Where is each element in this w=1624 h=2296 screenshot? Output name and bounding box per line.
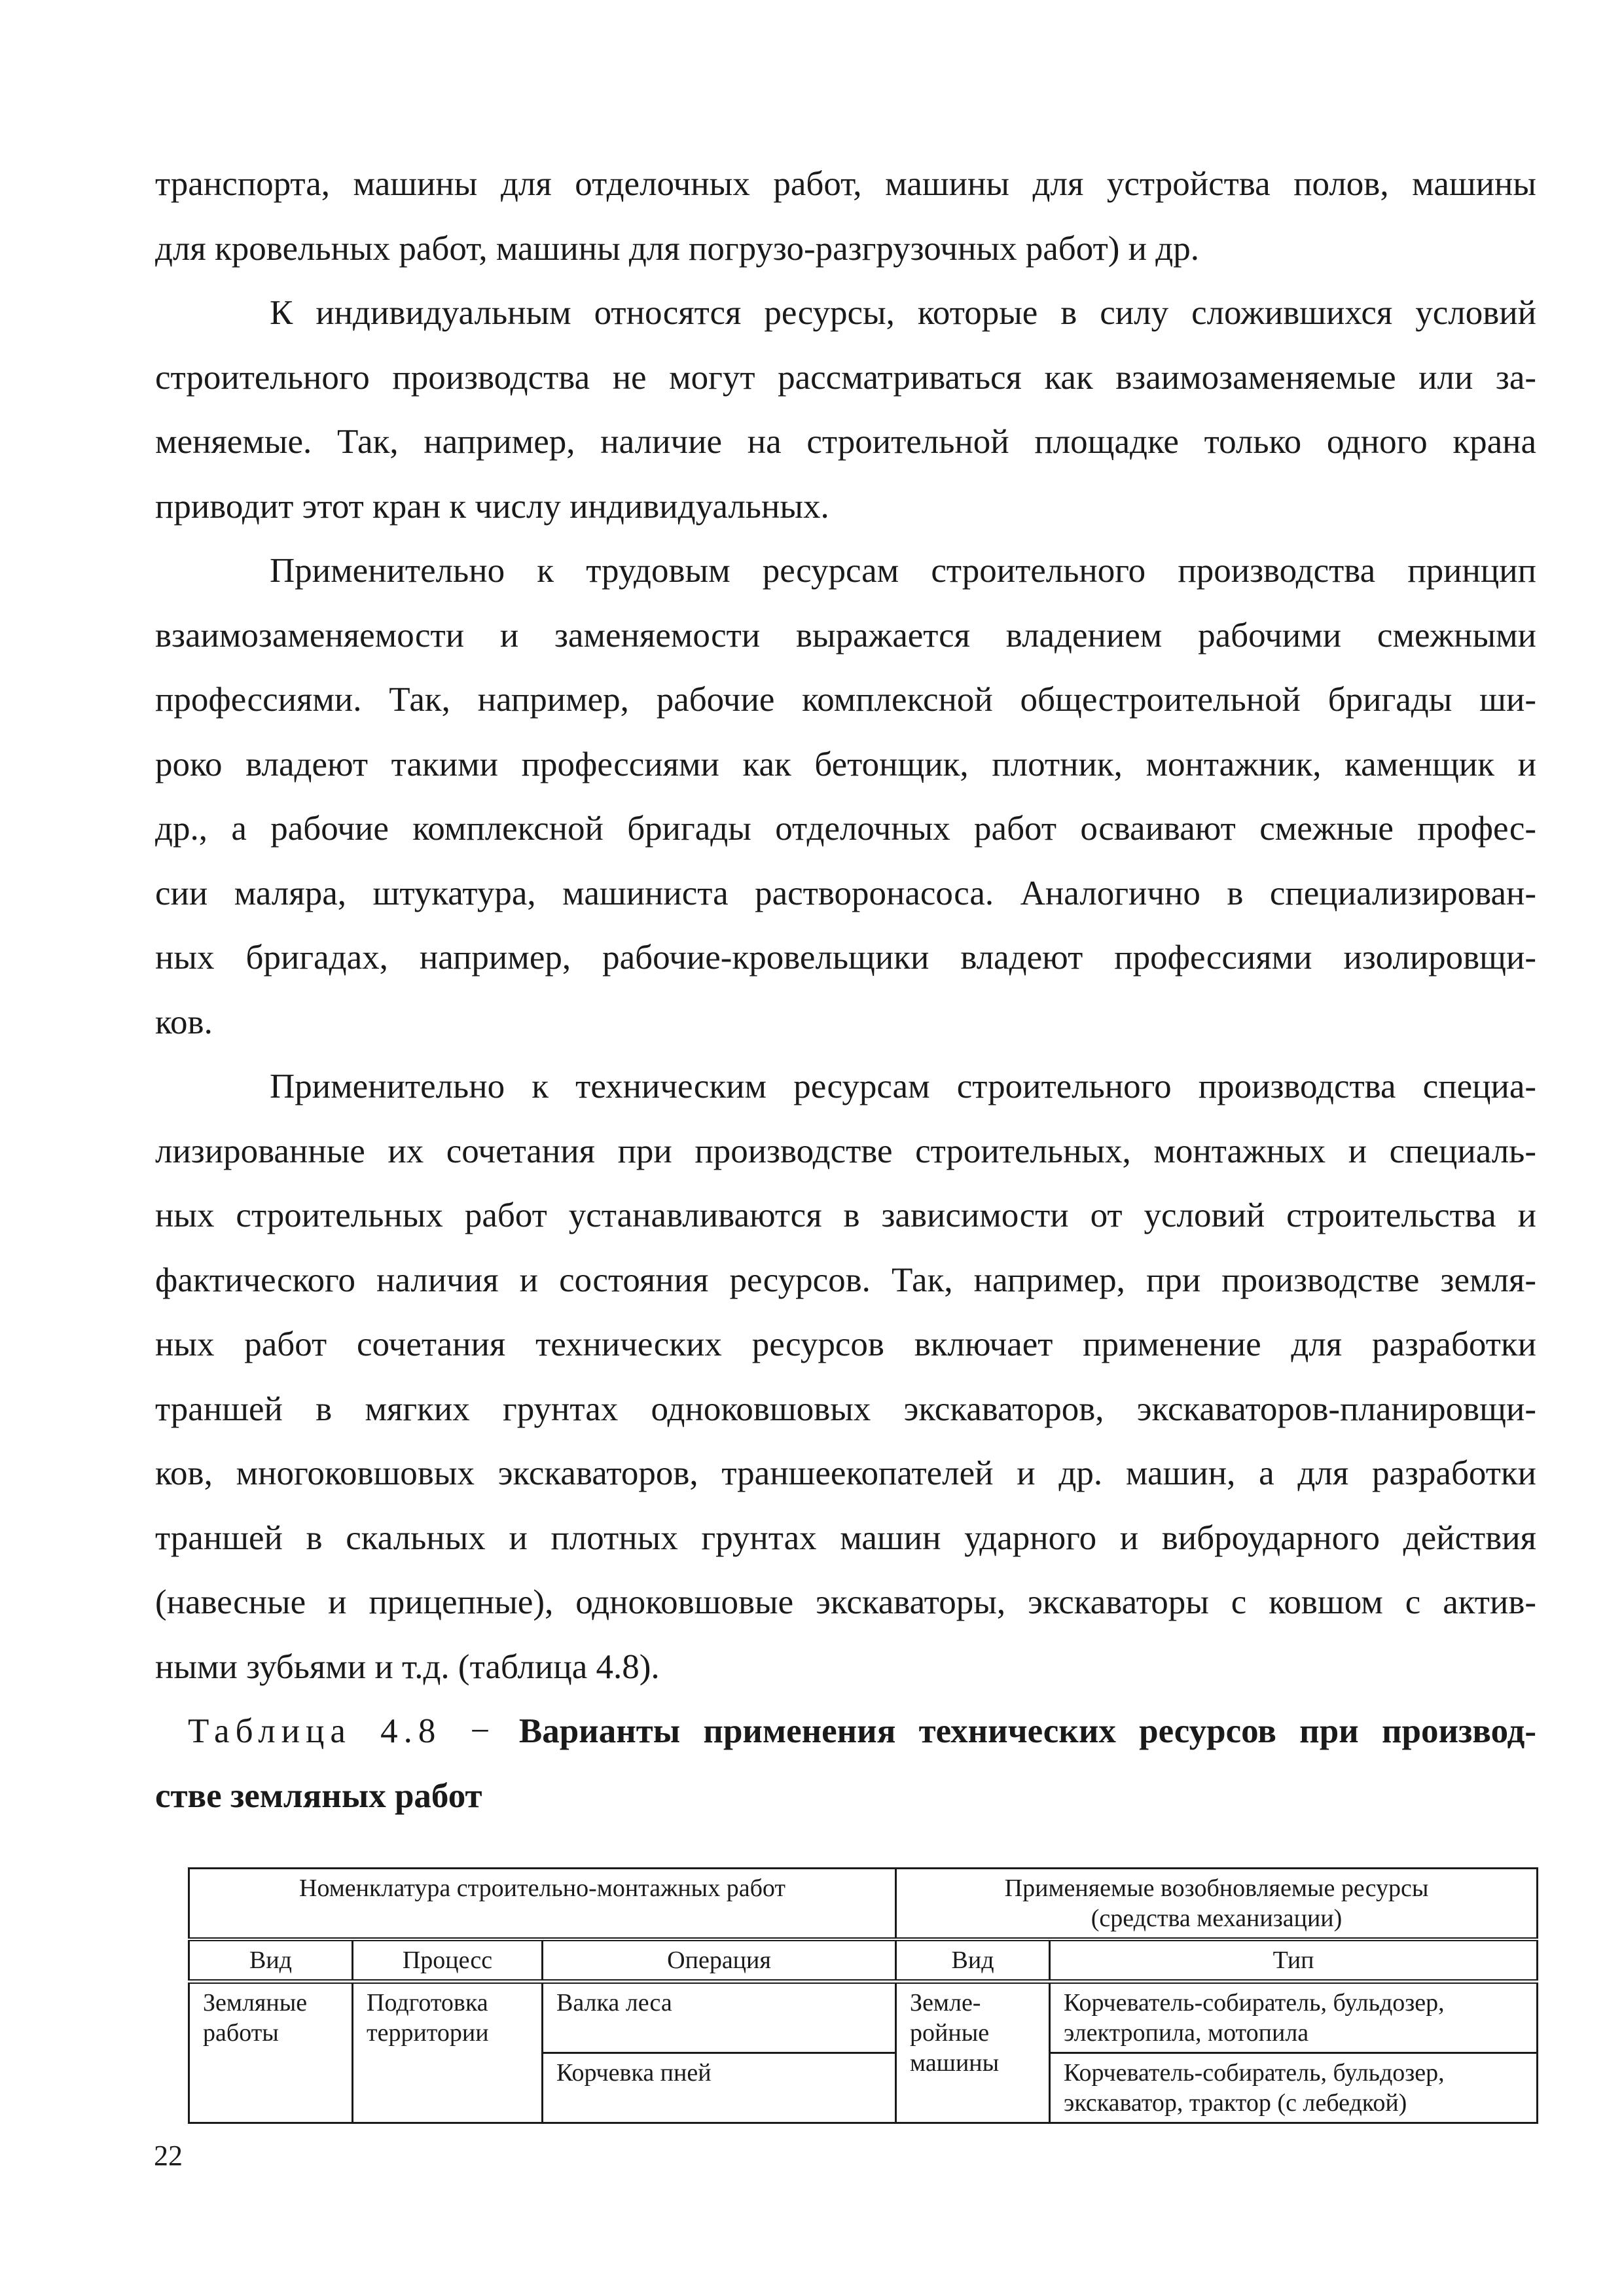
group-header-works: Номенклатура строительно-монтажных работ <box>189 1869 896 1940</box>
text-line: транспорта, машины для отделочных работ, машины для устройства полов, машины <box>155 165 1536 203</box>
group-header-resources <box>896 1869 1538 1940</box>
cell-machine-kind: Земле-ройные машины <box>896 1982 1050 2123</box>
text-line: приводит этот кран к числу индивидуальных. <box>155 487 829 526</box>
text-line: лизированные их сочетания при производстве строительных, монтажных и специаль- <box>155 1132 1536 1170</box>
cell-operation: Валка леса <box>543 1982 896 2053</box>
page-number: 22 <box>154 2140 183 2172</box>
table-group-header-row <box>189 1869 1538 1940</box>
table-caption-label: Таблица 4.8 − <box>188 1712 496 1750</box>
text-line: роко владеют такими профессиями как бетонщик, плотник, монтажник, каменщик и <box>155 745 1536 783</box>
text-line: траншей в мягких грунтах одноковшовых экскаваторов, экскаваторов-планировщи- <box>155 1390 1536 1428</box>
text-line: др., а рабочие комплексной бригады отделочных работ осваивают смежные профес- <box>155 810 1536 848</box>
resources-table <box>188 1867 1538 2124</box>
text-line: (навесные и прицепные), одноковшовые экскаваторы, экскаваторы с ковшом с актив- <box>155 1583 1536 1621</box>
cell-process: Подготовка территории <box>353 1982 543 2123</box>
cell-type: Корчеватель-собиратель, бульдозер, экскаватор, трактор (с лебедкой) <box>1050 2053 1538 2123</box>
text-line: ков, многоковшовых экскаваторов, траншеекопателей и др. машин, а для разработки <box>155 1454 1536 1492</box>
text-line: строительного производства не могут рассматриваться как взаимозаменяемые или за- <box>155 358 1536 397</box>
text-line: меняемые. Так, например, наличие на строительной площадке только одного крана <box>155 423 1536 461</box>
group-header-resources-line1: Применяемые возобновляемые ресурсы <box>1004 1874 1429 1902</box>
table-caption <box>155 1699 1536 1764</box>
cell-type: Корчеватель-собиратель, бульдозер, электропила, мотопила <box>1050 1982 1538 2053</box>
text-line: для кровельных работ, машины для погрузо-разгрузочных работ) и др. <box>155 229 1199 268</box>
group-header-resources-line2: (средства механизации) <box>1091 1905 1343 1932</box>
text-line: ков. <box>155 1003 213 1041</box>
paragraph-start: Применительно к трудовым ресурсам строительного производства принцип <box>270 552 1536 590</box>
text-line: сии маляра, штукатура, машиниста растворонасоса. Аналогично в специализирован- <box>155 874 1536 912</box>
text-line: ных работ сочетания технических ресурсов включает применение для разработки <box>155 1325 1536 1363</box>
table-column-header-row <box>189 1939 1538 1982</box>
table-row <box>189 1982 1538 2053</box>
text-line: ными зубьями и т.д. (таблица 4.8). <box>155 1647 660 1686</box>
col-header-kind: Вид <box>189 1939 353 1982</box>
text-line: ных строительных работ устанавливаются в зависимости от условий строительства и <box>155 1196 1536 1234</box>
text-line: взаимозаменяемости и заменяемости выражается владением рабочими смежными <box>155 616 1536 655</box>
cell-work-kind: Земляные работы <box>189 1982 353 2123</box>
text-line: фактического наличия и состояния ресурсов. Так, например, при производстве земля- <box>155 1261 1536 1299</box>
cell-operation: Корчевка пней <box>543 2053 896 2123</box>
text-line: траншей в скальных и плотных грунтах машин ударного и виброударного действия <box>155 1518 1536 1557</box>
paragraph-start: К индивидуальным относятся ресурсы, которые в силу сложившихся условий <box>270 294 1536 332</box>
col-header-process: Процесс <box>353 1939 543 1982</box>
body-text <box>155 152 1536 1828</box>
table-caption-title: Варианты применения технических ресурсов при производ- <box>518 1712 1536 1750</box>
paragraph-start: Применительно к техническим ресурсам строительного производства специа- <box>270 1067 1536 1105</box>
col-header-type: Тип <box>1050 1939 1538 1982</box>
text-line: ных бригадах, например, рабочие-кровельщики владеют профессиями изолировщи- <box>155 939 1536 977</box>
col-header-operation: Операция <box>543 1939 896 1982</box>
table-caption-title-cont: стве земляных работ <box>155 1776 482 1815</box>
col-header-machine-kind: Вид <box>896 1939 1050 1982</box>
text-line: профессиями. Так, например, рабочие комплексной общестроительной бригады ши- <box>155 681 1536 719</box>
